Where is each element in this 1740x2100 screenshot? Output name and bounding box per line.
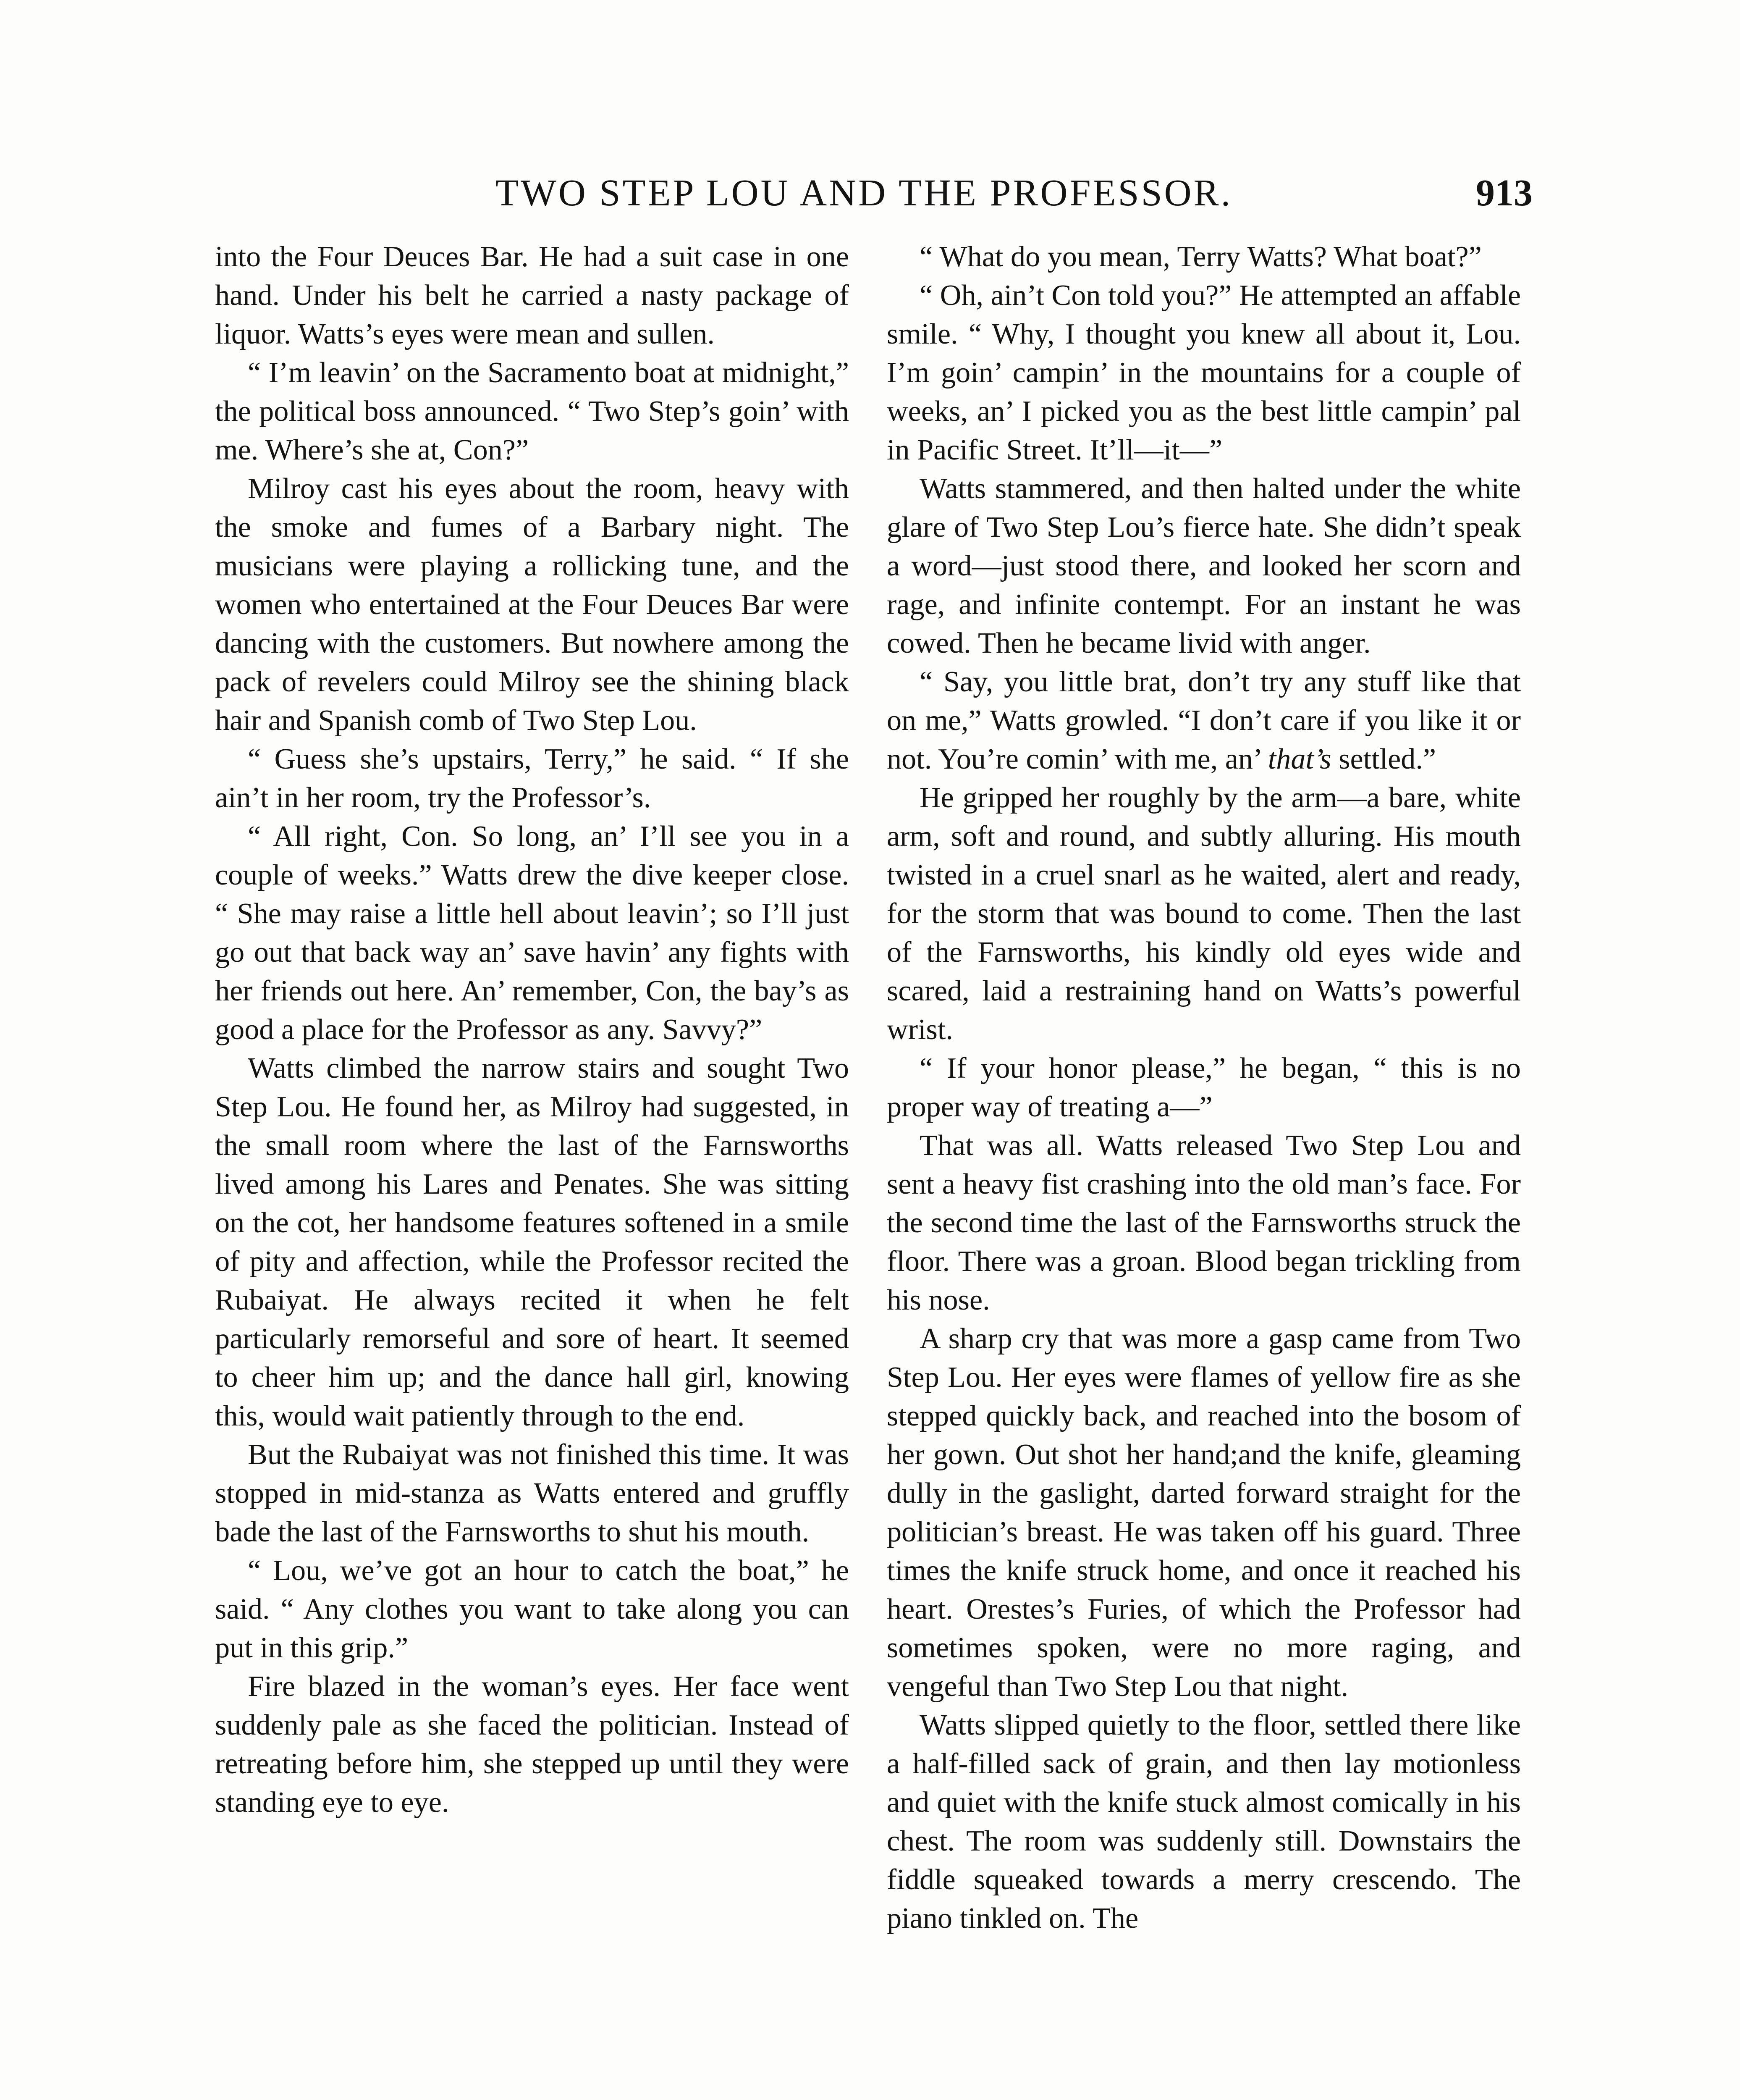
- running-title: TWO STEP LOU AND THE PROFESSOR.: [495, 172, 1233, 214]
- paragraph: That was all. Watts released Two Step Lou and sent a heavy fist crashing into the old man’s face. For the second time the last of the Farnsworths struck the floor. There was a groan. Blood began trickling from his nose.: [887, 1129, 1521, 1316]
- paragraph: He gripped her roughly by the arm—a bare, white arm, soft and round, and subtly alluring. His mouth twisted in a cruel snarl as he waited, alert and ready, for the storm that was bound to come. Then the last of the Farnsworths, his kindly old eyes wide and scared, laid a restraining hand on Watts’s powerful wrist.: [887, 781, 1521, 1046]
- paragraph: Milroy cast his eyes about the room, heavy with the smoke and fumes of a Barbary night. The musicians were playing a rollicking tune, and the women who entertained at the Four Deuces Bar were dancing with the customers. But nowhere among the pack of revelers could Milroy see the shining black hair and Spanish comb of Two Step Lou.: [215, 472, 849, 737]
- paragraph: But the Rubaiyat was not finished this time. It was stopped in mid-stanza as Watts entered and gruffly bade the last of the Farnsworths to shut his mouth.: [215, 1438, 849, 1548]
- right-column: [887, 237, 1521, 1937]
- paragraph: “ If your honor please,” he began, “ this is no proper way of treating a—”: [887, 1052, 1521, 1123]
- paragraph: A sharp cry that was more a gasp came from Two Step Lou. Her eyes were flames of yellow fire as she stepped quickly back, and reached into the bosom of her gown. Out shot her hand;and the knife, gleaming dully in the gaslight, darted forward straight for the politician’s breast. He was taken off his guard. Three times the knife struck home, and once it reached his heart. Orestes’s Furies, of which the Professor had sometimes spoken, were no more raging, and vengeful than Two Step Lou that night.: [887, 1322, 1521, 1703]
- running-header: [495, 166, 1533, 220]
- paragraph: “ All right, Con. So long, an’ I’ll see you in a couple of weeks.” Watts drew the dive keeper close. “ She may raise a little hell about leavin’; so I’ll just go out that back way an’ save havin’ any fights with her friends out here. An’ remember, Con, the bay’s as good a place for the Professor as any. Savvy?”: [215, 820, 849, 1046]
- paragraph: [887, 662, 1521, 778]
- paragraph: Watts climbed the narrow stairs and sought Two Step Lou. He found her, as Milroy had suggested, in the small room where the last of the Farnsworths lived among his Lares and Penates. She was sitting on the cot, her handsome features softened in a smile of pity and affection, while the Professor recited the Rubaiyat. He always recited it when he felt particularly remorseful and sore of heart. It seemed to cheer him up; and the dance hall girl, knowing this, would wait patiently through to the end.: [215, 1052, 849, 1432]
- paragraph: Watts slipped quietly to the floor, settled there like a half-filled sack of grain, and then lay motionless and quiet with the knife stuck almost comically in his chest. The room was suddenly still. Downstairs the fiddle squeaked towards a merry crescendo. The piano tinkled on. The: [887, 1709, 1521, 1935]
- paragraph: “ Guess she’s upstairs, Terry,” he said. “ If she ain’t in her room, try the Professor’s.: [215, 743, 849, 814]
- paragraph: Fire blazed in the woman’s eyes. Her face went suddenly pale as she faced the politician. Instead of retreating before him, she stepped up until they were standing eye to eye.: [215, 1670, 849, 1819]
- paragraph-text: settled.”: [1331, 743, 1436, 775]
- page-number: 913: [1476, 172, 1533, 214]
- paragraph: “ Oh, ain’t Con told you?” He attempted an affable smile. “ Why, I thought you knew all about it, Lou. I’m goin’ campin’ in the mountains for a couple of weeks, an’ I picked you as the best little campin’ pal in Pacific Street. It’ll—it—”: [887, 279, 1521, 466]
- emphasis-text: that’s: [1268, 743, 1331, 775]
- left-column: [215, 237, 849, 1822]
- paragraph-text: “ Say, you little brat, don’t try any stuff like that on me,” Watts growled. “I don’t care if you like it or not. You’re comin’ with me, an’: [887, 665, 1521, 775]
- paragraph: into the Four Deuces Bar. He had a suit case in one hand. Under his belt he carried a nasty package of liquor. Watts’s eyes were mean and sullen.: [215, 240, 849, 350]
- paragraph: “ Lou, we’ve got an hour to catch the boat,” he said. “ Any clothes you want to take along you can put in this grip.”: [215, 1554, 849, 1664]
- paragraph: “ I’m leavin’ on the Sacramento boat at midnight,” the political boss announced. “ Two Step’s goin’ with me. Where’s she at, Con?”: [215, 356, 849, 466]
- paragraph: “ What do you mean, Terry Watts? What boat?”: [920, 240, 1482, 273]
- paragraph: Watts stammered, and then halted under the white glare of Two Step Lou’s fierce hate. She didn’t speak a word—just stood there, and looked her scorn and rage, and infinite contempt. For an instant he was cowed. Then he became livid with anger.: [887, 472, 1521, 659]
